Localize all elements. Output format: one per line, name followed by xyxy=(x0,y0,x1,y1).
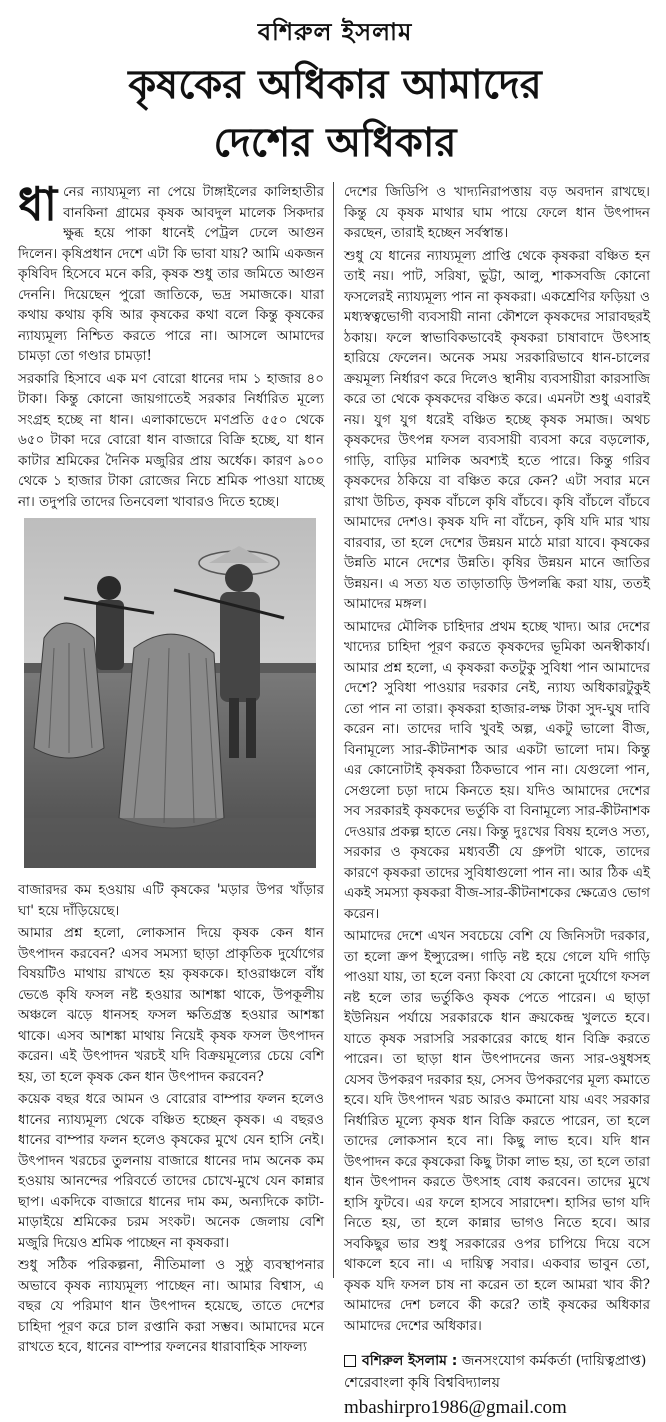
paragraph: বাজারদর কম হওয়ায় এটি কৃষকের 'মড়ার উপর খাঁড়ার ঘা' হয়ে দাঁড়িয়েছে। xyxy=(18,882,324,919)
square-bullet-icon xyxy=(344,1355,356,1367)
dropcap: ধা xyxy=(18,177,58,231)
author-line xyxy=(344,1350,650,1372)
author-byline: বশিরুল ইসলাম xyxy=(257,18,413,46)
right-column xyxy=(344,182,650,1418)
paragraph: আমাদের মৌলিক চাহিদার প্রথম হচ্ছে খাদ্য। আর দেশের খাদ্যের চাহিদা পূরণ করতে কৃষকদের ভূমিকা অনস্বীকার্য। আমার প্রশ্ন হলো, এ কৃষকরা কতটুকু সুবিধা পান আমাদের দেশে? সুবিধা পাওয়ার দরকার নেই, ন্যায্য অধিকারটুকুই তো পান না তারা। কৃষকরা হাজার-লক্ষ টাকা সুদ-ঘুষ দাবি করেন না। তাদের দাবি খুবই অল্প, একটু ভালো বীজ, বিনামূল্যে সার-কীটনাশক আর একটা ভালো দাম। কিন্তু এর কোনোটাই কৃষকরা ঠিকভাবে পান না। যেগুলো পান, সেগুলো চড়া দামে কিনতে হয়। যদিও আমাদের দেশের সব সরকারই কৃষকদের ভর্তুকি বা বিনামূল্যে সার-কীটনাশক দেওয়ার প্রকল্প হাতে নেয়। কিন্তু দুঃখের বিষয় হলেও সত্য, সরকার ও কৃষকের মধ্যবর্তী যে গ্রুপটা থাকে, তাদের কারণে কৃষকরা তাদের সুবিধাগুলো পান না। আর ঠিক এই একই সমস্যা কৃষকরা বীজ-সার-কীটনাশকের ক্ষেত্রেও ভোগ করেন। xyxy=(344,618,650,922)
author-organization: শেরেবাংলা কৃষি বিশ্ববিদ্যালয় xyxy=(344,1375,500,1391)
paragraph: কয়েক বছর ধরে আমন ও বোরোর বাম্পার ফলন হলেও ধানের ন্যায্যমূল্য থেকে বঞ্চিত হচ্ছেন কৃষক। এ বছরও ধানের বাম্পার ফলন হলেও কৃষকের মুখে যেন হাসি নেই। উৎপাদন খরচের তুলনায় বাজারে ধানের দাম অনেক কম হওয়ায় আনন্দের পরিবর্তে তাদের চোখে-মুখে যেন কান্নার ছাপ। একদিকে বাজারে ধানের দাম কম, অন্যদিকে কাটা-মাড়াইয়ে শ্রমিকের চরম সংকট। অনেক জেলায় বেশি মজুরি দিয়েও শ্রমিক পাচ্ছেন না কৃষকরা। xyxy=(18,1091,324,1251)
headline-line-2: দেশের অধিকার xyxy=(213,120,457,166)
left-column xyxy=(18,177,324,1355)
author-name: বশিরুল ইসলাম : xyxy=(362,1353,458,1369)
paragraph: ধানের ন্যায্যমূল্য না পেয়ে টাঙ্গাইলের কালিহাতীর বানকিনা গ্রামের কৃষক আবদুল মালেক সিকদার ক্ষুব্ধ হয়ে পাকা ধানেই পেট্রল ঢেলে আগুন দিলেন। কৃষিপ্রধান দেশে এটা কি ভাবা যায়? আমি একজন কৃষিবিদ হিসেবে মনে করি, কৃষক শুধু তার জমিতে আগুন দেননি। দিয়েছেন পুরো জাতিকে, ভদ্র সমাজকে। যারা কথায় কথায় কৃষি আর কৃষকের কথা বলে কিন্তু কৃষকের ন্যায্যমূল্য নিশ্চিত করতে পারে না। আসলে আমাদের চামড়া তো গণ্ডার চামড়া! xyxy=(18,177,324,364)
author-role: জনসংযোগ কর্মকর্তা (দায়িত্বপ্রাপ্ত) xyxy=(457,1353,647,1369)
paragraph: শুধু যে ধানের ন্যায্যমূল্য প্রাপ্তি থেকে কৃষকরা বঞ্চিত হন তাই নয়। পাট, সরিষা, ভুট্টা, আলু, শাকসবজি কোনো ফসলেরই ন্যায্যমূল্য পান না কৃষকরা। একশ্রেণির ফড়িয়া ও মধ্যস্বত্বভোগী ব্যবসায়ী নানা কৌশলে কৃষকদের সারাবছরই ঠকায়। ফলে স্বাভাবিকভাবেই কৃষকরা চাষাবাদে উৎসাহ হারিয়ে ফেলেন। অনেক সময় সরকারিভাবে ধান-চালের ক্রয়মূল্য নির্ধারণ করে দিলেও স্থানীয় ব্যবসায়ীরা কারসাজি করে তা থেকে কৃষকদের বঞ্চিত করে। এমনটা শুধু এবারই নয়। যুগ যুগ ধরেই বঞ্চিত হচ্ছে কৃষক সমাজ। অথচ কৃষকদের উৎপন্ন ফসল ব্যবসায়ী ব্যবসা করে বড়লোক, গাড়ি, বাড়ির মালিক অবশ্যই হতে পারে। কিন্তু গরিব কৃষকদের ঠকিয়ে বা বঞ্চিত করে কেন? এটা সবার মনে রাখা উচিত, কৃষক বাঁচলে কৃষি বাঁচবে। কৃষি বাঁচলে বাঁচবে আমাদের দেশও। কৃষক যদি না বাঁচেন, কৃষি যদি মার খায় বারবার, তা হলে দেশের উন্নয়ন মাঠে মারা যাবে। কৃষকের উন্নতি মানে দেশের উন্নতি। কৃষির উন্নয়ন মানে জাতির উন্নয়ন। এ সত্য যত তাড়াতাড়ি উপলব্ধি করা যায়, ততই আমাদের মঙ্গল। xyxy=(344,247,650,612)
paragraph: শুধু সঠিক পরিকল্পনা, নীতিমালা ও সুষ্ঠু ব্যবস্থাপনার অভাবে কৃষক ন্যায্যমূল্য পাচ্ছেন না। আমার বিশ্বাস, এ বছর যে পরিমাণ ধান উৎপাদন হয়েছে, তাতে দেশের চাহিদা পূরণ করে চাল রপ্তানি করা সম্ভব। আমাদের মনে রাখতে হবে, ধানের বাম্পার ফলনের ধারাবাহিক সাফল্য xyxy=(18,1257,324,1355)
headline xyxy=(18,56,652,172)
author-info xyxy=(344,1350,650,1422)
column-divider xyxy=(333,182,334,1278)
farmers-photo xyxy=(24,518,316,868)
headline-line-1: কৃষকের অধিকার আমাদের xyxy=(128,62,542,108)
paragraph: আমার প্রশ্ন হলো, লোকসান দিয়ে কৃষক কেন ধান উৎপাদন করবেন? এসব সমস্যা ছাড়া প্রাকৃতিক দুর্যোগের বিষয়টিও মাথায় রাখতে হয় কৃষককে। হাওরাঞ্চলে বাঁধ ভেঙে কৃষি ফসল নষ্ট হওয়ার আশঙ্কা থাকে, উপকূলীয় অঞ্চলে ঝড়ে ধানসহ ফসল ক্ষতিগ্রস্ত হওয়ার আশঙ্কা থাকে। এসব আশঙ্কা মাথায় নিয়েই কৃষক ফসল উৎপাদন করেন। এই উৎপাদন খরচই যদি বিক্রয়মূল্যের চেয়ে বেশি হয়, তা হলে কৃষক কেন ধান উৎপাদন করবেন? xyxy=(18,925,324,1085)
paragraph: সরকারি হিসাবে এক মণ বোরো ধানের দাম ১ হাজার ৪০ টাকা। কিন্তু কোনো জায়গাতেই সরকার নির্ধারিত মূল্যে সংগ্রহ হচ্ছে না ধান। এলাকাভেদে মণপ্রতি ৫৫০ থেকে ৬৫০ টাকা দরে বোরো ধান বাজারে বিক্রি হচ্ছে, যা ধান কাটার শ্রমিকের দৈনিক মজুরির প্রায় অর্ধেক। কারণ ৯০০ থেকে ১ হাজার টাকা রোজের নিচে শ্রমিক পাওয়া যাচ্ছে না। তদুপরি তাদের তিনবেলা খাবারও দিতে হচ্ছে। xyxy=(18,370,324,510)
paragraph: দেশের জিডিপি ও খাদ্যনিরাপত্তায় বড় অবদান রাখছে। কিন্তু যে কৃষক মাথার ঘাম পায়ে ফেলে ধান উৎপাদন করছেন, তারাই হচ্ছেন সর্বস্বান্ত। xyxy=(344,184,650,241)
paragraph: আমাদের দেশে এখন সবচেয়ে বেশি যে জিনিসটা দরকার, তা হলো ক্রপ ইন্স্যুরেন্স। গাড়ি নষ্ট হয়ে গেলে যদি গাড়ি পাওয়া যায়, তা হলে বন্যা কিংবা যে কোনো দুর্যোগে ফসল নষ্ট হলে তার ভর্তুকিও কৃষক পেতে পারেন। এ ছাড়া ইউনিয়ন পর্যায়ে সরকারকে ধান ক্রয়কেন্দ্র খুলতে হবে। যাতে কৃষক সরাসরি সরকারের কাছে ধান বিক্রি করতে পারেন। তা ছাড়া ধান উৎপাদনের জন্য সার-ওষুধসহ যেসব উপকরণ দরকার হয়, সেসব উপকরণের মূল্য কমাতে হবে। যদি উৎপাদন খরচ আরও কমানো যায় এবং সরকার নির্ধারিত মূল্যে কৃষক ধান বিক্রি করতে পারেন, তা হলে তাদের লোকসান হবে না। কিছু লাভ হবে। যদি ধান উৎপাদন করে কৃষকেরা কিছু টাকা লাভ হয়, তা হলে তারা ধান উৎপাদন করতে উৎসাহ বোধ করবেন। তাদের মুখে হাসি ফুটবে। এর ফলে হাসবে সারাদেশ। হাসির ভাগ যদি নিতে হয়, তা হলে কান্নার ভাগও নিতে হবে। আর সবকিছুর ভার শুধু সরকারের ওপর চাপিয়ে দিয়ে বসে থাকলে হবে না। এ দায়িত্ব সবার। একবার ভাবুন তো, কৃষক যদি ফসল চাষ না করেন তা হলে আমরা খাব কী? আমাদের দেশ চলবে কী করে? তাই কৃষকের অধিকার আমাদের দেশের অধিকার। xyxy=(344,928,650,1334)
article-body xyxy=(18,177,652,1418)
author-email-link[interactable]: mbashirpro1986@gmail.com xyxy=(344,1397,567,1418)
